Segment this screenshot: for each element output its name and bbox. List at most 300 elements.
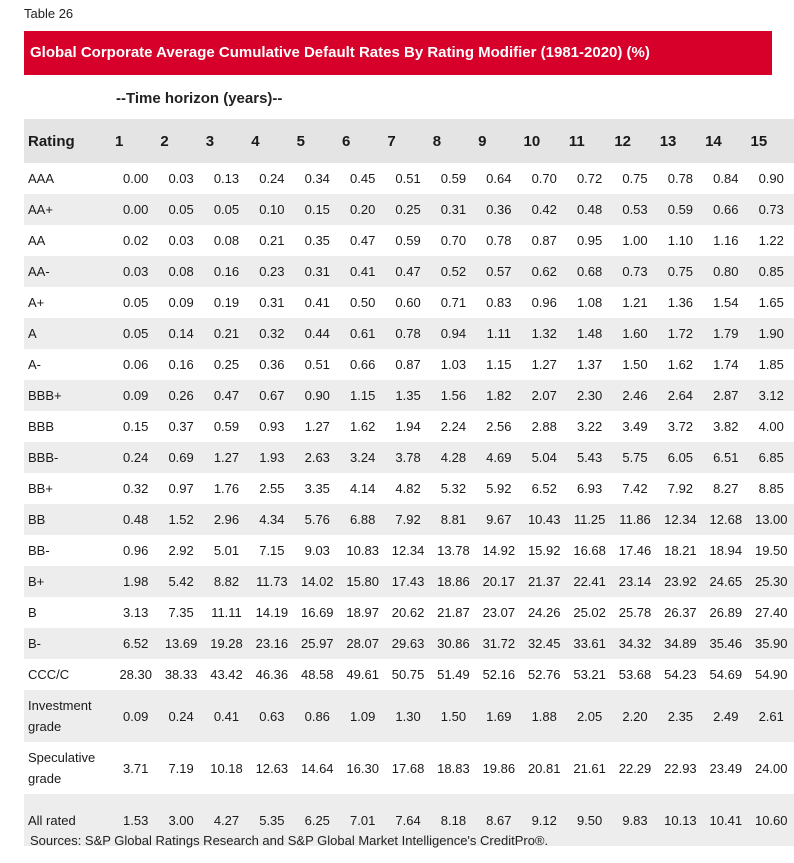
table-row	[24, 690, 794, 742]
value-cell: 2.07	[531, 388, 557, 403]
value-cell: 0.72	[576, 171, 603, 186]
value-cell: 51.49	[437, 667, 470, 682]
header-cell-year: 11	[568, 132, 585, 150]
value-cell: 1.27	[213, 450, 240, 465]
value-cell: 20.17	[482, 574, 516, 589]
value-cell: 8.67	[486, 812, 512, 828]
value-cell: 1.15	[486, 357, 512, 372]
value-cell: 3.12	[758, 388, 784, 403]
rating-cell: BB-	[28, 543, 50, 558]
value-cell: 30.86	[437, 636, 470, 651]
value-cell: 0.16	[213, 264, 240, 279]
value-cell: 0.69	[168, 450, 194, 465]
value-cell: 0.06	[123, 357, 149, 372]
value-cell: 1.08	[576, 295, 603, 310]
value-cell: 19.28	[210, 636, 243, 651]
value-cell: 10.18	[210, 760, 243, 776]
value-cell: 1.50	[622, 357, 648, 372]
value-cell: 0.05	[123, 326, 149, 341]
value-cell: 46.36	[255, 667, 289, 682]
value-cell: 10.13	[664, 812, 697, 828]
value-cell: 12.68	[709, 512, 743, 527]
value-cell: 5.92	[486, 481, 512, 496]
rating-cell: All rated	[28, 812, 76, 828]
rating-cell: AA-	[28, 264, 50, 279]
value-cell: 0.75	[667, 264, 694, 279]
value-cell: 9.67	[486, 512, 512, 527]
table-row	[24, 504, 794, 535]
value-cell: 0.53	[622, 202, 648, 217]
value-cell: 0.20	[350, 202, 376, 217]
value-cell: 0.59	[213, 419, 240, 434]
rating-cell: B	[28, 605, 37, 620]
value-cell: 1.37	[576, 357, 603, 372]
value-cell: 35.46	[709, 636, 743, 651]
value-cell: 52.76	[527, 667, 561, 682]
value-cell: 4.27	[213, 812, 240, 828]
rating-cell: AA+	[28, 202, 53, 217]
value-cell: 14.64	[301, 760, 334, 776]
value-cell: 9.12	[531, 812, 557, 828]
value-cell: 0.19	[213, 295, 240, 310]
table-row	[24, 535, 794, 566]
value-cell: 1.56	[440, 388, 467, 403]
value-cell: 1.32	[531, 326, 557, 341]
value-cell: 3.00	[168, 812, 194, 828]
value-cell: 0.25	[395, 202, 421, 217]
value-cell: 1.22	[758, 233, 784, 248]
value-cell: 0.00	[123, 171, 149, 186]
value-cell: 22.41	[573, 574, 606, 589]
value-cell: 1.35	[395, 388, 421, 403]
value-cell: 0.32	[259, 326, 285, 341]
value-cell: 0.70	[440, 233, 467, 248]
value-cell: 7.35	[168, 605, 194, 620]
value-cell: 0.57	[486, 264, 512, 279]
value-cell: 0.09	[168, 295, 194, 310]
value-cell: 3.82	[713, 419, 739, 434]
value-cell: 0.78	[486, 233, 512, 248]
value-cell: 5.35	[259, 812, 285, 828]
value-cell: 1.98	[123, 574, 149, 589]
value-cell: 0.80	[713, 264, 739, 279]
value-cell: 10.83	[346, 543, 379, 558]
value-cell: 17.46	[618, 543, 652, 558]
header-cell-year: 13	[659, 132, 677, 150]
value-cell: 2.20	[622, 708, 648, 724]
value-cell: 0.03	[168, 171, 194, 186]
value-cell: 0.75	[622, 171, 648, 186]
value-cell: 25.97	[301, 636, 334, 651]
value-cell: 0.36	[259, 357, 285, 372]
value-cell: 1.52	[168, 512, 194, 527]
value-cell: 0.26	[168, 388, 194, 403]
value-cell: 0.47	[395, 264, 421, 279]
value-cell: 0.59	[440, 171, 467, 186]
value-cell: 5.04	[531, 450, 557, 465]
value-cell: 6.88	[350, 512, 376, 527]
value-cell: 2.92	[168, 543, 194, 558]
sources-note: Sources: S&P Global Ratings Research and S&P Global Market Intelligence's CreditPro®.	[30, 833, 549, 848]
value-cell: 8.82	[213, 574, 240, 589]
value-cell: 0.50	[350, 295, 376, 310]
table-row	[24, 597, 794, 628]
value-cell: 6.85	[758, 450, 784, 465]
value-cell: 18.83	[437, 760, 470, 776]
value-cell: 18.86	[437, 574, 470, 589]
value-cell: 5.75	[622, 450, 648, 465]
value-cell: 0.15	[304, 202, 330, 217]
header-cell-rating: Rating	[28, 132, 75, 150]
value-cell: 5.01	[213, 543, 240, 558]
value-cell: 0.63	[259, 708, 285, 724]
value-cell: 1.15	[350, 388, 376, 403]
value-cell: 33.61	[573, 636, 606, 651]
value-cell: 0.31	[259, 295, 285, 310]
value-cell: 0.13	[213, 171, 240, 186]
table-title: Global Corporate Average Cumulative Default Rates By Rating Modifier (1981-2020) (%)	[24, 31, 772, 75]
value-cell: 0.48	[576, 202, 603, 217]
table-row	[24, 349, 794, 380]
value-cell: 0.24	[123, 450, 149, 465]
value-cell: 0.08	[213, 233, 240, 248]
table-row	[24, 659, 794, 690]
value-cell: 0.44	[304, 326, 330, 341]
value-cell: 6.05	[667, 450, 694, 465]
value-cell: 7.01	[350, 812, 376, 828]
value-cell: 12.34	[664, 512, 697, 527]
header-cell-year: 3	[205, 132, 215, 150]
value-cell: 31.72	[482, 636, 516, 651]
table-row	[24, 628, 794, 659]
value-cell: 0.96	[123, 543, 149, 558]
table-row	[24, 225, 794, 256]
value-cell: 1.62	[350, 419, 376, 434]
value-cell: 0.95	[576, 233, 603, 248]
rating-cell: BBB	[28, 419, 55, 434]
value-cell: 26.37	[664, 605, 697, 620]
value-cell: 0.25	[213, 357, 240, 372]
table-row	[24, 442, 794, 473]
value-cell: 1.94	[395, 419, 421, 434]
header-cell-year: 7	[387, 132, 396, 150]
value-cell: 24.65	[709, 574, 743, 589]
value-cell: 7.15	[259, 543, 285, 558]
header-cell-year: 6	[341, 132, 351, 150]
value-cell: 0.09	[123, 388, 149, 403]
value-cell: 1.90	[758, 326, 784, 341]
header-cell-year: 15	[750, 132, 768, 150]
value-cell: 0.23	[259, 264, 285, 279]
value-cell: 0.96	[531, 295, 557, 310]
value-cell: 0.35	[304, 233, 330, 248]
value-cell: 21.87	[437, 605, 470, 620]
value-cell: 1.10	[667, 233, 694, 248]
value-cell: 0.21	[259, 233, 285, 248]
rating-cell: Investment grade	[28, 698, 92, 734]
value-cell: 18.21	[664, 543, 697, 558]
default-rates-table	[24, 119, 794, 846]
value-cell: 24.00	[754, 760, 788, 776]
value-cell: 10.43	[527, 512, 561, 527]
value-cell: 1.88	[531, 708, 557, 724]
value-cell: 6.51	[713, 450, 739, 465]
rating-cell: CCC/C	[28, 667, 70, 682]
value-cell: 0.16	[168, 357, 194, 372]
value-cell: 3.35	[304, 481, 330, 496]
value-cell: 43.42	[210, 667, 243, 682]
value-cell: 3.24	[350, 450, 376, 465]
value-cell: 6.93	[576, 481, 603, 496]
value-cell: 15.92	[527, 543, 561, 558]
value-cell: 7.92	[395, 512, 421, 527]
value-cell: 14.92	[482, 543, 516, 558]
value-cell: 1.85	[758, 357, 784, 372]
value-cell: 2.88	[531, 419, 557, 434]
value-cell: 1.27	[304, 419, 330, 434]
value-cell: 3.22	[576, 419, 603, 434]
value-cell: 54.23	[664, 667, 697, 682]
value-cell: 3.13	[123, 605, 149, 620]
value-cell: 0.03	[123, 264, 149, 279]
table-row	[24, 380, 794, 411]
value-cell: 52.16	[482, 667, 516, 682]
value-cell: 4.69	[486, 450, 512, 465]
value-cell: 19.50	[754, 543, 788, 558]
value-cell: 24.26	[527, 605, 561, 620]
value-cell: 3.49	[622, 419, 648, 434]
value-cell: 7.19	[168, 760, 194, 776]
value-cell: 9.50	[576, 812, 603, 828]
value-cell: 11.11	[211, 605, 242, 620]
value-cell: 5.42	[168, 574, 194, 589]
value-cell: 12.34	[391, 543, 425, 558]
value-cell: 22.93	[664, 760, 697, 776]
value-cell: 35.90	[754, 636, 788, 651]
value-cell: 8.85	[758, 481, 784, 496]
value-cell: 11.25	[573, 512, 606, 527]
value-cell: 1.93	[259, 450, 285, 465]
value-cell: 4.14	[350, 481, 376, 496]
value-cell: 0.41	[304, 295, 330, 310]
rating-cell: B-	[28, 636, 41, 651]
value-cell: 2.35	[667, 708, 694, 724]
value-cell: 3.78	[395, 450, 421, 465]
value-cell: 0.78	[667, 171, 694, 186]
value-cell: 0.47	[350, 233, 376, 248]
value-cell: 1.82	[486, 388, 512, 403]
value-cell: 2.05	[576, 708, 603, 724]
value-cell: 2.87	[713, 388, 739, 403]
value-cell: 0.10	[259, 202, 285, 217]
value-cell: 22.29	[618, 760, 652, 776]
value-cell: 1.27	[531, 357, 557, 372]
value-cell: 26.89	[709, 605, 743, 620]
table-number-label: Table 26	[24, 6, 74, 21]
value-cell: 0.05	[213, 202, 240, 217]
value-cell: 38.33	[164, 667, 198, 682]
value-cell: 13.00	[754, 512, 788, 527]
value-cell: 11.73	[256, 574, 288, 589]
rating-cell: AA	[28, 233, 46, 248]
value-cell: 1.09	[350, 708, 376, 724]
value-cell: 0.41	[350, 264, 376, 279]
value-cell: 2.64	[667, 388, 694, 403]
value-cell: 23.16	[255, 636, 289, 651]
value-cell: 10.60	[754, 812, 788, 828]
value-cell: 1.69	[486, 708, 512, 724]
value-cell: 0.02	[123, 233, 149, 248]
value-cell: 6.25	[304, 812, 330, 828]
value-cell: 5.43	[576, 450, 603, 465]
value-cell: 1.62	[667, 357, 694, 372]
value-cell: 25.78	[618, 605, 652, 620]
value-cell: 1.72	[667, 326, 694, 341]
value-cell: 0.66	[713, 202, 739, 217]
rating-cell: BB	[28, 512, 46, 527]
value-cell: 1.30	[395, 708, 421, 724]
table-row	[24, 287, 794, 318]
value-cell: 0.93	[259, 419, 285, 434]
value-cell: 1.21	[622, 295, 648, 310]
value-cell: 0.84	[713, 171, 739, 186]
value-cell: 4.82	[395, 481, 421, 496]
value-cell: 0.70	[531, 171, 557, 186]
value-cell: 1.53	[123, 812, 149, 828]
value-cell: 0.73	[758, 202, 784, 217]
value-cell: 8.27	[713, 481, 739, 496]
value-cell: 0.71	[440, 295, 467, 310]
table-row	[24, 566, 794, 597]
value-cell: 0.45	[350, 171, 376, 186]
value-cell: 34.89	[664, 636, 697, 651]
value-cell: 8.81	[440, 512, 467, 527]
value-cell: 2.56	[486, 419, 512, 434]
value-cell: 0.31	[304, 264, 330, 279]
value-cell: 0.37	[168, 419, 194, 434]
value-cell: 18.94	[709, 543, 743, 558]
value-cell: 0.62	[531, 264, 557, 279]
value-cell: 48.58	[301, 667, 334, 682]
rating-cell: A	[28, 326, 37, 341]
value-cell: 0.42	[531, 202, 557, 217]
value-cell: 23.49	[709, 760, 743, 776]
value-cell: 18.97	[346, 605, 379, 620]
value-cell: 34.32	[618, 636, 652, 651]
value-cell: 25.30	[754, 574, 788, 589]
value-cell: 0.48	[123, 512, 149, 527]
value-cell: 13.78	[437, 543, 470, 558]
rating-cell: BBB+	[28, 388, 62, 403]
value-cell: 0.52	[440, 264, 467, 279]
value-cell: 0.34	[304, 171, 330, 186]
value-cell: 54.69	[709, 667, 743, 682]
header-cell-year: 8	[432, 132, 442, 150]
value-cell: 2.63	[304, 450, 330, 465]
value-cell: 1.03	[440, 357, 467, 372]
value-cell: 32.45	[527, 636, 561, 651]
value-cell: 20.62	[391, 605, 425, 620]
value-cell: 0.87	[531, 233, 557, 248]
value-cell: 0.94	[440, 326, 467, 341]
header-cell-year: 2	[160, 132, 169, 150]
value-cell: 1.16	[713, 233, 739, 248]
value-cell: 0.83	[486, 295, 512, 310]
value-cell: 12.63	[255, 760, 289, 776]
value-cell: 0.21	[213, 326, 240, 341]
value-cell: 28.30	[119, 667, 152, 682]
value-cell: 1.76	[213, 481, 240, 496]
value-cell: 0.41	[213, 708, 240, 724]
rating-cell: A+	[28, 295, 45, 310]
value-cell: 1.54	[713, 295, 739, 310]
value-cell: 2.49	[713, 708, 739, 724]
value-cell: 23.92	[664, 574, 697, 589]
value-cell: 0.60	[395, 295, 421, 310]
rating-cell: A-	[28, 357, 41, 372]
rating-cell: BB+	[28, 481, 53, 496]
value-cell: 0.85	[758, 264, 784, 279]
value-cell: 2.61	[758, 708, 784, 724]
value-cell: 5.76	[304, 512, 330, 527]
value-cell: 11.86	[619, 512, 651, 527]
value-cell: 17.43	[391, 574, 425, 589]
table-row	[24, 256, 794, 287]
value-cell: 0.51	[304, 357, 330, 372]
header-cell-year: 4	[251, 132, 260, 150]
value-cell: 0.08	[168, 264, 194, 279]
table-row	[24, 318, 794, 349]
value-cell: 21.37	[527, 574, 561, 589]
value-cell: 0.73	[622, 264, 648, 279]
rating-cell: Speculative grade	[28, 750, 96, 786]
value-cell: 1.36	[667, 295, 694, 310]
value-cell: 10.41	[709, 812, 743, 828]
value-cell: 7.42	[622, 481, 648, 496]
value-cell: 0.51	[395, 171, 421, 186]
value-cell: 29.63	[391, 636, 425, 651]
value-cell: 4.28	[440, 450, 467, 465]
value-cell: 17.68	[391, 760, 425, 776]
value-cell: 0.09	[123, 708, 149, 724]
value-cell: 7.64	[395, 812, 421, 828]
header-cell-year: 10	[523, 132, 541, 150]
value-cell: 0.15	[123, 419, 149, 434]
value-cell: 1.74	[713, 357, 739, 372]
value-cell: 14.19	[255, 605, 289, 620]
value-cell: 20.81	[527, 760, 561, 776]
value-cell: 0.59	[667, 202, 694, 217]
value-cell: 1.65	[758, 295, 784, 310]
header-row	[24, 119, 794, 163]
rating-cell: AAA	[28, 171, 55, 186]
header-cell-year: 9	[478, 132, 487, 150]
value-cell: 9.83	[622, 812, 648, 828]
value-cell: 0.05	[168, 202, 194, 217]
value-cell: 0.64	[486, 171, 512, 186]
value-cell: 0.66	[350, 357, 376, 372]
value-cell: 1.11	[486, 326, 511, 341]
value-cell: 0.24	[168, 708, 194, 724]
time-horizon-label: --Time horizon (years)--	[116, 90, 283, 107]
header-cell-year: 5	[296, 132, 305, 150]
value-cell: 0.32	[123, 481, 149, 496]
header-cell-year: 12	[614, 132, 631, 150]
value-cell: 0.61	[350, 326, 376, 341]
table-body	[24, 163, 794, 846]
value-cell: 1.60	[622, 326, 648, 341]
value-cell: 1.00	[622, 233, 648, 248]
